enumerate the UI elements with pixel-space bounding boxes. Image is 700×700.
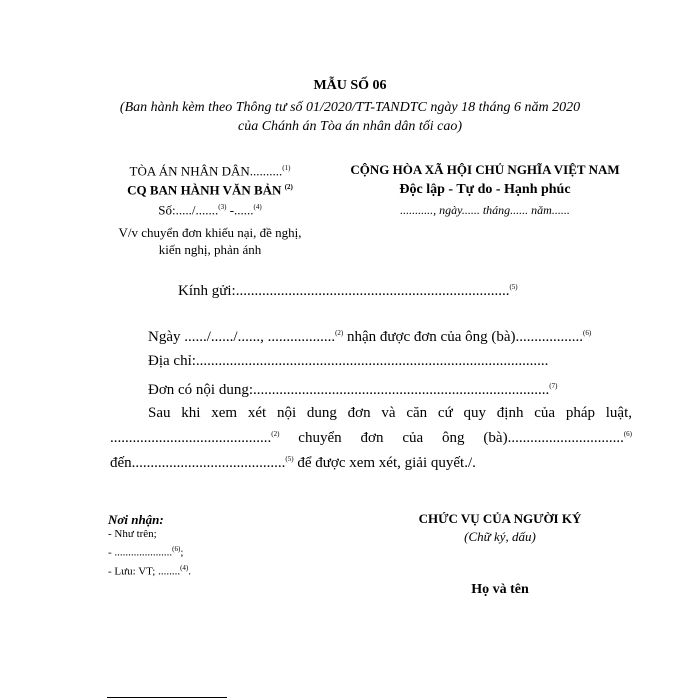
footnote-divider: [107, 697, 227, 698]
signer-block: [380, 510, 620, 546]
issuing-agency: CQ BAN HÀNH VĂN BẢN $^{(2)}$: [127, 182, 293, 198]
recipient-item: - Lưu: VT; ........$^{(4)}$.: [108, 563, 191, 578]
transfer-paragraph: Sau khi xem xét nội dung đơn và căn cứ quy định của pháp luật, ...........................................$^{(2)}$ chuyển đơn của ông (bà)...............................$^{(6)}$ đến.........................................$^{(5)}$ để được xem xét, giải quyết./.: [110, 405, 632, 471]
recipient-item: - Như trên;: [108, 528, 157, 540]
nation-title: CỘNG HÒA XÃ HỘI CHỦ NGHĨA VIỆT NAM: [350, 162, 620, 177]
issued-line-1: (Ban hành kèm theo Thông tư số 01/2020/TT-TANDTC ngày 18 tháng 6 năm 2020: [119, 100, 581, 115]
issued-by-text: [0, 98, 700, 136]
subject-line-1: V/v chuyển đơn khiếu nại, đề nghị,: [118, 224, 302, 240]
right-header: [330, 160, 640, 220]
document-number: Số:...../.......$^{(3)}$ -......$^{(4)}$: [158, 201, 262, 217]
subject-line-2: kiến nghị, phản ánh: [158, 241, 262, 257]
date-line: ..........., ngày...... tháng...... năm......: [400, 203, 570, 217]
content-line: Đơn có nội dung:...............................................................................$^{(7)}$: [148, 382, 558, 398]
signer-name: Họ và tên: [471, 582, 529, 597]
issued-line-2: của Chánh án Tòa án nhân dân tối cao): [238, 119, 462, 134]
motto: Độc lập - Tự do - Hạnh phúc: [399, 182, 571, 197]
left-header: [90, 160, 330, 258]
signer-position: CHỨC VỤ CỦA NGƯỜI KÝ: [418, 511, 582, 526]
address-line: Địa chỉ:..............................................................................................: [148, 353, 549, 369]
signature-note: (Chữ ký, dấu): [464, 529, 536, 544]
receipt-line: Ngày ....../....../......, ..................$^{(2)}$ nhận được đơn của ông (bà)..................$^{(6)}$: [148, 329, 592, 345]
form-title: MẪU SỐ 06: [313, 78, 387, 93]
kinh-gui-line: Kính gửi:.........................................................................$^{(5)}$: [178, 283, 518, 299]
recipients-title: Nơi nhận:: [108, 512, 164, 527]
recipients-block: [108, 512, 308, 579]
court-name: TÒA ÁN NHÂN DÂN..........$^{(1)}$: [129, 163, 291, 179]
recipient-item: - .....................$^{(6)}$;: [108, 545, 184, 559]
